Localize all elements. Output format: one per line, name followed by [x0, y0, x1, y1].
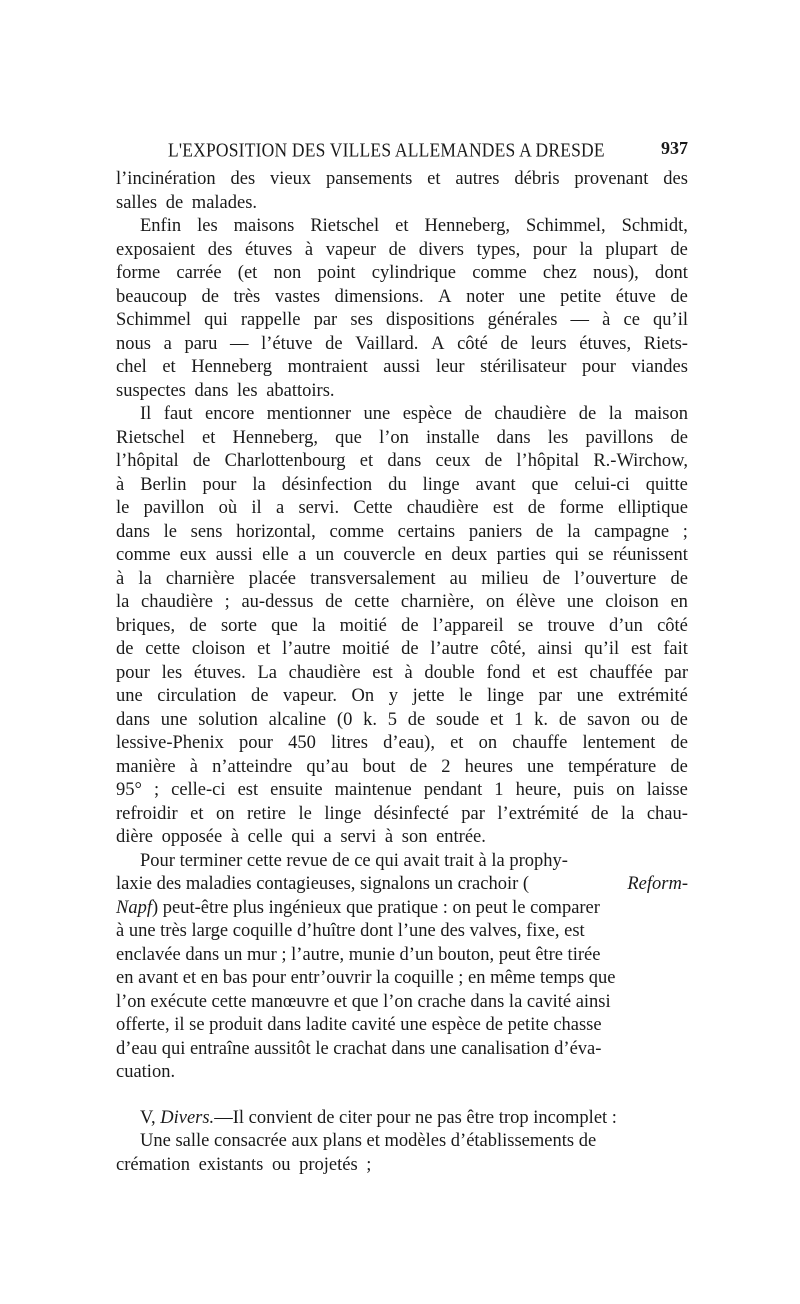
- text-line: exposaient des étuves à vapeur de divers types, pour la plupart de: [116, 239, 688, 260]
- text-line: beaucoup de très vastes dimensions. A noter une petite étuve de: [116, 286, 688, 307]
- text-line: 95° ; celle-ci est ensuite maintenue pendant 1 heure, puis on laisse: [116, 780, 688, 800]
- page-number: 937: [661, 138, 688, 158]
- text-line: comme eux aussi elle a un couvercle en deux parties qui se réunissent: [116, 545, 688, 565]
- text-line: à Berlin pour la désinfection du linge avant que celui-ci quitte: [116, 474, 688, 495]
- text-line: briques, de sorte que la moitié de l’appareil se trouve d’un côté: [116, 615, 688, 636]
- running-header: [168, 138, 688, 164]
- text-line: Napf) peut-être plus ingénieux que pratique : on peut le comparer: [116, 897, 600, 918]
- text-line: forme carrée (et non point cylindrique comme chez nous), dont: [116, 263, 688, 283]
- text-line: enclavée dans un mur ; l’autre, munie d’un bouton, peut être tirée: [116, 944, 601, 965]
- running-title: L'EXPOSITION DES VILLES ALLEMANDES A DRESDE: [168, 138, 605, 161]
- text-line: lessive-Phenix pour 450 litres d’eau), et on chauffe lentement de: [116, 733, 688, 753]
- text-line: une circulation de vapeur. On y jette le linge par une extrémité: [116, 686, 688, 706]
- text-line: en avant et en bas pour entr’ouvrir la coquille ; en même temps que: [116, 968, 616, 988]
- text-line: de cette cloison et l’autre moitié de l’autre côté, ainsi qu’il est fait: [116, 639, 688, 659]
- text-line: salles de malades.: [116, 192, 258, 213]
- text-line: d’eau qui entraîne aussitôt le crachat dans une canalisation d’éva-: [116, 1038, 602, 1059]
- text-line: Pour terminer cette revue de ce qui avait trait à la prophy-: [140, 850, 568, 871]
- text-line: Rietschel et Henneberg, que l’on installe dans les pavillons de: [116, 427, 688, 448]
- text-line: l’on exécute cette manœuvre et que l’on crache dans la cavité ainsi: [116, 991, 611, 1012]
- text-line: manière à n’atteindre qu’au bout de 2 heures une température de: [116, 756, 688, 777]
- text-line: à la charnière placée transversalement au milieu de l’ouverture de: [116, 568, 688, 589]
- text-line: l’incinération des vieux pansements et autres débris provenant des: [116, 169, 688, 189]
- text-line: l’hôpital de Charlottenbourg et dans ceux de l’hôpital R.-Wirchow,: [116, 451, 688, 471]
- section-heading-line: V, Divers.—Il convient de citer pour ne pas être trop incomplet :: [140, 1107, 617, 1128]
- text-line: Il faut encore mentionner une espèce de chaudière de la maison: [140, 404, 688, 424]
- text-line: le pavillon où il a servi. Cette chaudière est de forme elliptique: [116, 498, 688, 518]
- text-line: Une salle consacrée aux plans et modèles d’établissements de: [140, 1131, 597, 1151]
- text-line: refroidir et on retire le linge désinfecté par l’extrémité de la chau-: [116, 803, 688, 824]
- text-line: Enfin les maisons Rietschel et Henneberg, Schimmel, Schmidt,: [140, 216, 688, 236]
- text-line: crémation existants ou projetés ;: [116, 1154, 372, 1175]
- text-line: à une très large coquille d’huître dont l’une des valves, fixe, est: [116, 921, 585, 941]
- text-line: chel et Henneberg montraient aussi leur stérilisateur pour viandes: [116, 357, 688, 377]
- section-title: Divers.: [160, 1107, 215, 1128]
- italic-term: Reform-: [627, 874, 688, 894]
- text-line: dans une solution alcaline (0 k. 5 de soude et 1 k. de savon ou de: [116, 709, 688, 730]
- text-line: laxie des maladies contagieuses, signalons un crachoir ( Reform-: [116, 873, 688, 897]
- text-line: cuation.: [116, 1062, 176, 1082]
- text-line: suspectes dans les abattoirs.: [116, 380, 335, 401]
- section-gap: [116, 1085, 688, 1107]
- text-line: Schimmel qui rappelle par ses dispositions générales — à ce qu’il: [116, 310, 688, 330]
- text-line: pour les étuves. La chaudière est à double fond et est chauffée par: [116, 662, 688, 683]
- text-line: offerte, il se produit dans ladite cavité une espèce de petite chasse: [116, 1015, 602, 1035]
- text-line: la chaudière ; au-dessus de cette charnière, on élève une cloison en: [116, 592, 688, 612]
- body-text: [116, 168, 688, 1177]
- text-line: dans le sens horizontal, comme certains paniers de la campagne ;: [116, 521, 688, 542]
- text-line: dière opposée à celle qui a servi à son entrée.: [116, 827, 486, 847]
- text-line: nous a paru — l’étuve de Vaillard. A côté de leurs étuves, Riets-: [116, 333, 688, 354]
- italic-term: Napf: [116, 897, 152, 918]
